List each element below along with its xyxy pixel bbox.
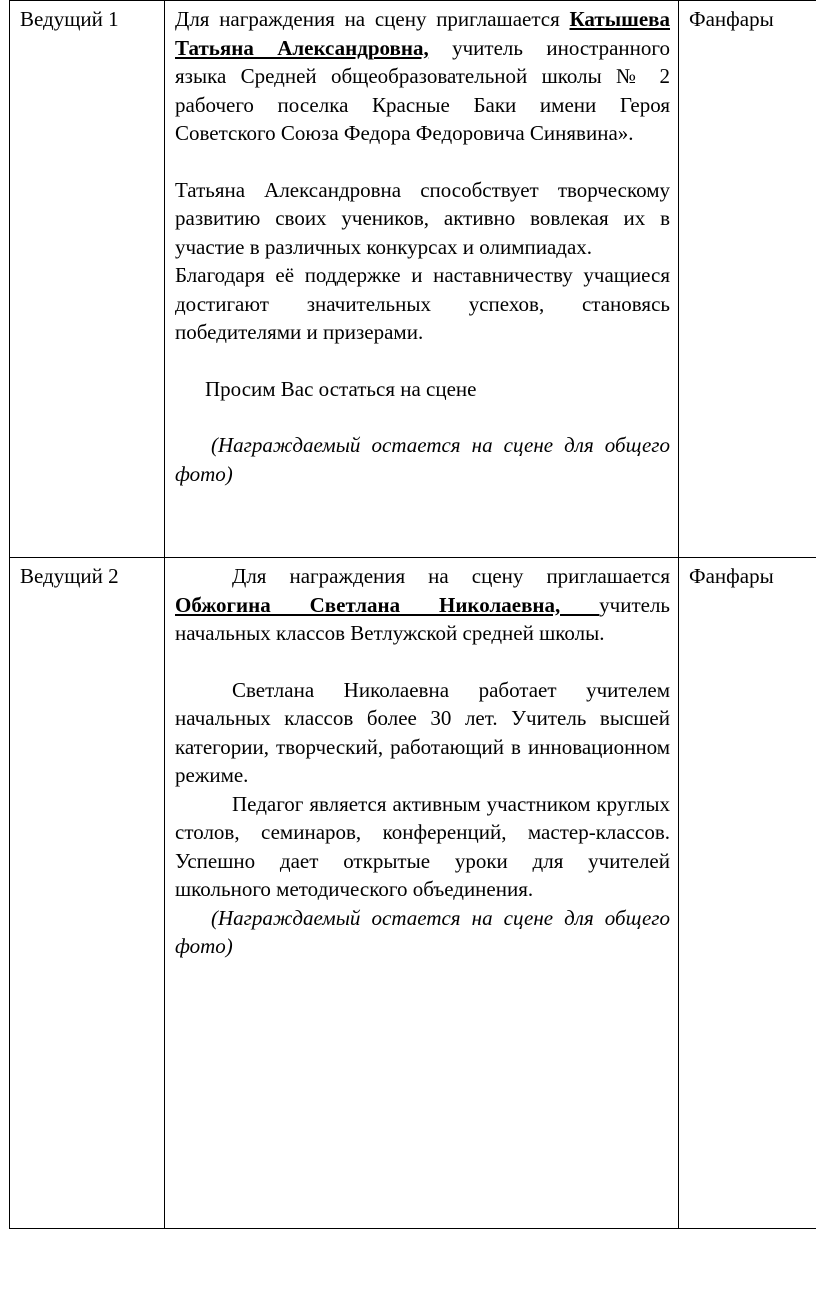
awardee-name: Катышева Татьяна Александровна, xyxy=(175,7,670,60)
spacer xyxy=(175,347,670,375)
music-cell: Фанфары xyxy=(679,1,816,558)
awardee-name: Обжогина Светлана Николаевна, xyxy=(175,592,600,617)
intro-text-continued: учитель начальных классов Ветлужской средней школы. xyxy=(175,592,670,645)
description-paragraph: Педагог является активным участником круглых столов, семинаров, конференций, мастер-классов. Успешно дает открытые уроки для учителей школьного методического объединения. xyxy=(175,791,670,901)
spacer xyxy=(175,148,670,176)
description-paragraph: Благодаря её поддержке и наставничеству учащиеся достигают значительных успехов, становясь победителями и призерами. xyxy=(175,263,670,344)
spacer xyxy=(175,403,670,431)
script-text-cell xyxy=(165,558,679,1229)
description-paragraph: Светлана Николаевна работает учителем начальных классов более 30 лет. Учитель высшей категории, творческий, работающий в инновационном режиме. xyxy=(175,677,670,787)
music-cell: Фанфары xyxy=(679,558,816,1229)
stage-note: (Награждаемый остается на сцене для общего фото) xyxy=(175,433,670,486)
intro-paragraph xyxy=(175,5,670,148)
script-text-cell xyxy=(165,1,679,558)
intro-text-continued: учитель иностранного языка Средней общеобразовательной школы № 2 рабочего поселка Красные Баки имени Героя Советского Союза Федора Федоровича Синявина». xyxy=(175,35,670,145)
request-paragraph: Просим Вас остаться на сцене xyxy=(205,376,477,401)
spacer xyxy=(175,648,670,676)
intro-paragraph xyxy=(175,562,670,648)
table-row xyxy=(10,558,816,1229)
intro-text: Для награждения на сцену приглашается xyxy=(175,7,570,31)
intro-text: Для награждения на сцену приглашается xyxy=(232,564,670,588)
ceremony-script-table xyxy=(9,0,816,1229)
stage-note: (Награждаемый остается на сцене для общего фото) xyxy=(175,905,670,958)
description-paragraph: Татьяна Александровна способствует творческому развитию своих учеников, активно вовлекая их в участие в различных конкурсах и олимпиадах. xyxy=(175,177,670,259)
speaker-cell: Ведущий 2 xyxy=(10,558,165,1229)
speaker-cell: Ведущий 1 xyxy=(10,1,165,558)
table-row xyxy=(10,1,816,558)
